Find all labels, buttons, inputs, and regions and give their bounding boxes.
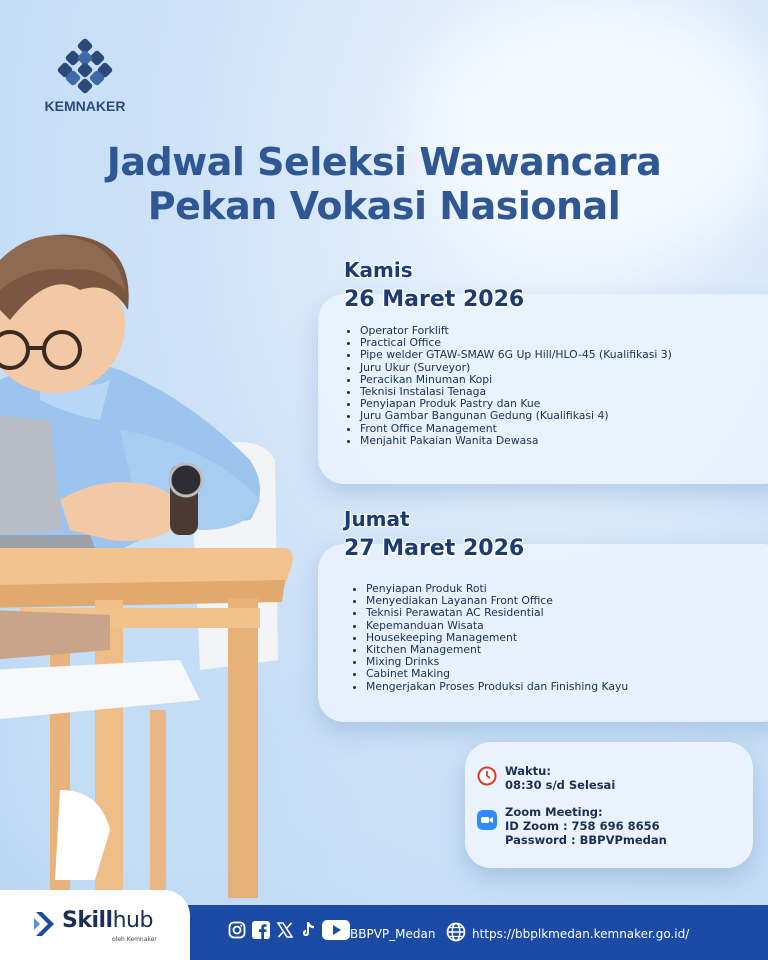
day2-label: Jumat: [344, 507, 410, 531]
time-value: 08:30 s/d Selesai: [505, 778, 616, 792]
facebook-icon[interactable]: [252, 921, 270, 943]
kemnaker-emblem-icon: [57, 38, 113, 94]
list-item: • Penyiapan Produk Pastry dan Kue: [360, 398, 768, 410]
list-item: • Mixing Drinks: [366, 656, 768, 668]
list-item: • Teknisi Instalasi Tenaga: [360, 386, 768, 398]
clock-icon: [477, 766, 497, 786]
list-item: • Mengerjakan Proses Produksi dan Finishing Kayu: [366, 681, 768, 693]
info-card: [465, 742, 753, 868]
brand-light: hub: [112, 908, 153, 933]
skillhub-logo-icon: [34, 910, 56, 938]
logo-text: KEMNAKER: [44, 98, 126, 114]
list-item: • Operator Forklift: [360, 325, 768, 337]
zoom-icon: [477, 810, 497, 830]
social-handle[interactable]: BBPVP_Medan: [350, 927, 436, 941]
day2-card: [318, 544, 768, 722]
instagram-icon[interactable]: [228, 921, 246, 943]
list-item: • Kitchen Management: [366, 644, 768, 656]
social-icons: [228, 920, 350, 944]
x-twitter-icon[interactable]: [276, 921, 294, 943]
day2-list: [318, 544, 768, 693]
list-item: • Peracikan Minuman Kopi: [360, 374, 768, 386]
list-item: • Teknisi Perawatan AC Residential: [366, 607, 768, 619]
brand-name: [62, 908, 153, 933]
list-item: • Housekeeping Management: [366, 632, 768, 644]
time-label: Waktu:: [505, 764, 551, 778]
list-item: • Practical Office: [360, 337, 768, 349]
day1-list: [318, 294, 768, 447]
zoom-label: Zoom Meeting:: [505, 805, 603, 819]
kemnaker-logo: [40, 38, 130, 114]
title-line-1: Jadwal Seleksi Wawancara: [106, 140, 662, 184]
list-item: • Menyediakan Layanan Front Office: [366, 595, 768, 607]
tiktok-icon[interactable]: [300, 921, 316, 943]
day1-card: [318, 294, 768, 484]
list-item: • Kepemanduan Wisata: [366, 620, 768, 632]
brand-subtitle: oleh Kemnaker: [112, 936, 157, 943]
list-item: • Cabinet Making: [366, 668, 768, 680]
day1-label: Kamis: [344, 258, 413, 282]
zoom-id: ID Zoom : 758 696 8656: [505, 819, 660, 833]
day1-date: 26 Maret 2026: [344, 287, 525, 312]
list-item: • Juru Ukur (Surveyor): [360, 362, 768, 374]
list-item: • Juru Gambar Bangunan Gedung (Kualifikasi 4): [360, 410, 768, 422]
zoom-password: Password : BBPVPmedan: [505, 833, 667, 847]
list-item: • Menjahit Pakaian Wanita Dewasa: [360, 435, 768, 447]
list-item: • Pipe welder GTAW-SMAW 6G Up Hill/HLO-45 (Kualifikasi 3): [360, 349, 768, 361]
day2-date: 27 Maret 2026: [344, 536, 525, 561]
youtube-icon[interactable]: [322, 920, 350, 944]
person-at-laptop-illustration: [0, 230, 300, 910]
list-item: • Penyiapan Produk Roti: [366, 583, 768, 595]
page-title: [0, 140, 768, 228]
brand-bold: Skill: [62, 908, 113, 933]
globe-icon: [446, 922, 466, 942]
list-item: • Front Office Management: [360, 423, 768, 435]
website-link[interactable]: https://bbplkmedan.kemnaker.go.id/: [472, 927, 690, 941]
title-line-2: Pekan Vokasi Nasional: [147, 184, 621, 228]
